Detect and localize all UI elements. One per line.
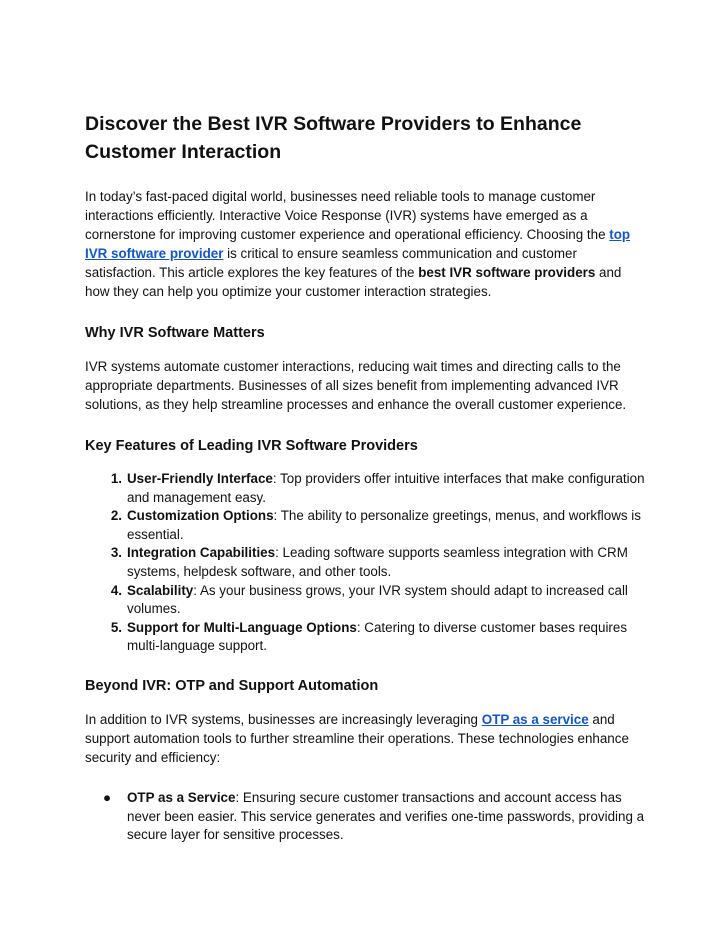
- feature-desc: : The ability to personalize greetings, menus, and workflows is essential.: [127, 508, 641, 542]
- article-title: Discover the Best IVR Software Providers to Enhance Customer Interaction: [85, 113, 582, 163]
- feature-title: Integration Capabilities: [127, 545, 276, 561]
- feature-desc: : Top providers offer intuitive interfaces that make configuration and management easy.: [127, 471, 645, 505]
- feature-title: User-Friendly Interface: [127, 471, 273, 486]
- list-number: 2.: [110, 508, 122, 524]
- beyond-heading: Beyond IVR: OTP and Support Automation: [85, 677, 379, 694]
- features-heading: Key Features of Leading IVR Software Providers: [85, 438, 418, 454]
- list-item: [85, 544, 645, 581]
- intro-text-3: and how they can help you optimize your customer interaction strategies.: [85, 265, 622, 299]
- list-item: [85, 582, 645, 619]
- beyond-text-1: In addition to IVR systems, businesses are increasingly leveraging: [85, 711, 482, 727]
- list-number: 1.: [110, 471, 122, 486]
- feature-title: Customization Options: [127, 508, 274, 524]
- why-heading: Why IVR Software Matters: [85, 325, 265, 341]
- why-paragraph: IVR systems automate customer interactions, reducing wait times and directing calls to the appropriate departments. Businesses of all sizes benefit from implementing advanced IVR solutions, as they help streamline processes and enhance the overall customer experience.: [85, 359, 627, 412]
- list-number: 5.: [110, 619, 122, 635]
- otp-service-link[interactable]: OTP as a service: [481, 711, 589, 727]
- features-list: [85, 470, 645, 656]
- bullet-title: OTP as a Service: [127, 789, 236, 805]
- feature-desc: : Catering to diverse customer bases requires multi-language support.: [127, 619, 628, 654]
- feature-title: Support for Multi-Language Options: [127, 619, 357, 635]
- bullet-desc: : Ensuring secure customer transactions and account access has never been easier. This service generates and verifies one-time passwords, providing a secure layer for sensitive processes.: [127, 789, 645, 843]
- bullet-icon: ●: [103, 789, 112, 805]
- intro-paragraph: [85, 187, 645, 301]
- feature-desc: : Leading software supports seamless integration with CRM systems, helpdesk software, and other tools.: [127, 545, 628, 579]
- list-item: [85, 507, 645, 544]
- intro-bold-phrase: best IVR software providers: [418, 265, 596, 280]
- list-item: [85, 619, 645, 656]
- feature-desc: : As your business grows, your IVR system should adapt to increased call volumes.: [127, 582, 628, 617]
- list-item: [85, 789, 645, 845]
- list-number: 4.: [110, 582, 122, 598]
- beyond-text-2: and support automation tools to further streamline their operations. These technologies enhance security and efficiency:: [85, 711, 629, 765]
- beyond-bullets: [85, 789, 645, 845]
- list-number: 3.: [110, 545, 122, 561]
- list-item: [85, 470, 645, 507]
- article-body: [85, 110, 645, 845]
- feature-title: Scalability: [127, 582, 194, 598]
- intro-text-2: is critical to ensure seamless communication and customer satisfaction. This article explores the key features of the: [85, 246, 577, 280]
- top-ivr-provider-link[interactable]: top IVR software provider: [85, 227, 631, 261]
- intro-text-1: In today’s fast-paced digital world, businesses need reliable tools to manage customer interactions efficiently. Interactive Voice Response (IVR) systems have emerged as a cornerstone for improving customer experience and operational efficiency. Choosing the: [85, 189, 610, 242]
- beyond-paragraph: [85, 710, 645, 767]
